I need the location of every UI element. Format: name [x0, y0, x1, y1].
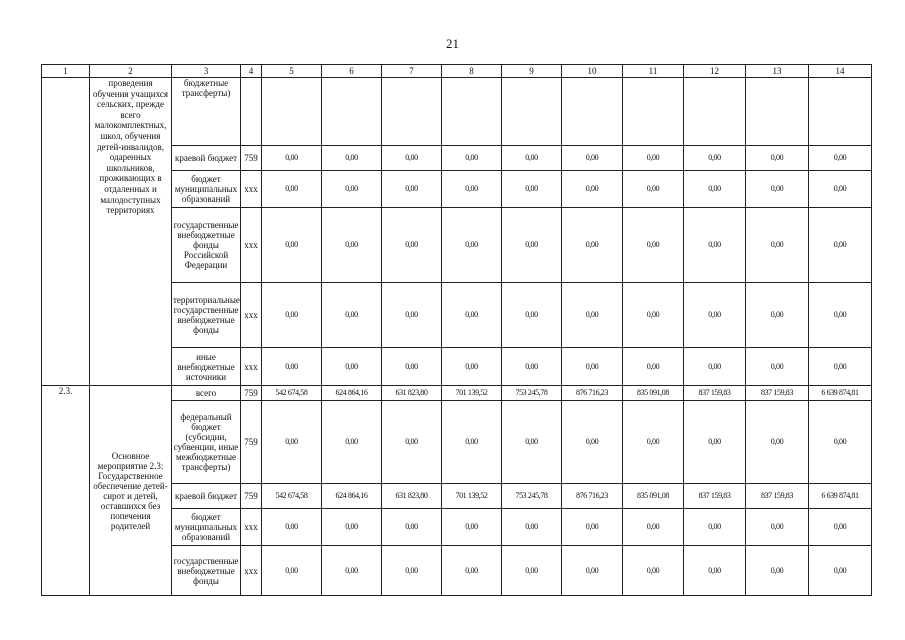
amount-cell: 0,00 [684, 509, 746, 546]
amount-cell: 0,00 [322, 401, 382, 484]
amount-cell: 0,00 [442, 146, 502, 171]
amount-cell: 0,00 [746, 401, 809, 484]
amount-cell: 0,00 [623, 283, 684, 348]
amount-cell: 0,00 [502, 283, 562, 348]
amount-cell: 0,00 [322, 208, 382, 283]
amount-cell: 0,00 [746, 146, 809, 171]
amount-cell [562, 78, 623, 146]
amount-cell: 0,00 [684, 146, 746, 171]
amount-cell: 835 091,08 [623, 484, 684, 509]
column-header: 13 [746, 65, 809, 78]
amount-cell: 0,00 [442, 348, 502, 386]
amount-cell: 0,00 [502, 348, 562, 386]
amount-cell: 0,00 [623, 348, 684, 386]
amount-cell: 0,00 [502, 546, 562, 596]
amount-cell: 0,00 [262, 283, 322, 348]
amount-cell: 0,00 [623, 509, 684, 546]
amount-cell [502, 78, 562, 146]
amount-cell: 0,00 [502, 171, 562, 208]
amount-cell: 0,00 [562, 283, 623, 348]
amount-cell: 6 639 874,81 [809, 484, 872, 509]
amount-cell: 0,00 [746, 208, 809, 283]
funding-source: всего [172, 386, 241, 401]
column-header: 2 [90, 65, 172, 78]
amount-cell: 0,00 [262, 509, 322, 546]
budget-code: ххх [241, 546, 262, 596]
amount-cell: 0,00 [809, 146, 872, 171]
column-header: 4 [241, 65, 262, 78]
amount-cell: 0,00 [562, 146, 623, 171]
column-header: 12 [684, 65, 746, 78]
amount-cell: 0,00 [809, 546, 872, 596]
amount-cell: 0,00 [684, 348, 746, 386]
amount-cell: 0,00 [746, 171, 809, 208]
funding-source: федеральный бюджет (субсидии, субвенции, иные межбюджетные трансферты) [172, 401, 241, 484]
amount-cell: 0,00 [502, 509, 562, 546]
amount-cell: 0,00 [684, 401, 746, 484]
budget-code: ххх [241, 283, 262, 348]
amount-cell: 0,00 [809, 401, 872, 484]
amount-cell: 0,00 [262, 546, 322, 596]
amount-cell: 835 091,08 [623, 386, 684, 401]
budget-code: ххх [241, 509, 262, 546]
table-row [42, 386, 872, 401]
amount-cell: 0,00 [382, 283, 442, 348]
amount-cell: 0,00 [262, 171, 322, 208]
amount-cell [684, 78, 746, 146]
funding-source: краевой бюджет [172, 484, 241, 509]
budget-code [241, 78, 262, 146]
amount-cell: 0,00 [322, 283, 382, 348]
funding-source: государственные внебюджетные фонды [172, 546, 241, 596]
page-number: 21 [446, 36, 459, 51]
amount-cell: 0,00 [442, 208, 502, 283]
amount-cell: 0,00 [262, 348, 322, 386]
amount-cell: 0,00 [746, 546, 809, 596]
column-header: 3 [172, 65, 241, 78]
measure-number [42, 78, 90, 386]
table-row [42, 78, 872, 146]
amount-cell: 6 639 874,81 [809, 386, 872, 401]
funding-source: бюджет муниципальных образований [172, 509, 241, 546]
amount-cell: 0,00 [562, 401, 623, 484]
amount-cell: 876 716,23 [562, 484, 623, 509]
amount-cell: 0,00 [382, 546, 442, 596]
amount-cell [382, 78, 442, 146]
amount-cell [746, 78, 809, 146]
amount-cell: 0,00 [382, 401, 442, 484]
amount-cell: 0,00 [442, 401, 502, 484]
amount-cell [322, 78, 382, 146]
financing-table [41, 64, 872, 596]
amount-cell: 0,00 [322, 546, 382, 596]
amount-cell: 753 245,78 [502, 386, 562, 401]
funding-source: иные внебюджетные источники [172, 348, 241, 386]
amount-cell: 0,00 [322, 348, 382, 386]
amount-cell: 837 159,83 [684, 484, 746, 509]
amount-cell: 542 674,58 [262, 484, 322, 509]
amount-cell: 0,00 [562, 208, 623, 283]
amount-cell: 0,00 [809, 348, 872, 386]
amount-cell: 0,00 [442, 171, 502, 208]
amount-cell: 0,00 [623, 401, 684, 484]
funding-source: бюджет муниципальных образований [172, 171, 241, 208]
amount-cell: 0,00 [322, 171, 382, 208]
amount-cell: 0,00 [382, 208, 442, 283]
amount-cell: 0,00 [442, 283, 502, 348]
column-header: 5 [262, 65, 322, 78]
amount-cell: 0,00 [623, 546, 684, 596]
amount-cell: 624 864,16 [322, 386, 382, 401]
amount-cell [262, 78, 322, 146]
measure-number: 2.3. [42, 386, 90, 596]
amount-cell: 542 674,58 [262, 386, 322, 401]
amount-cell: 0,00 [623, 146, 684, 171]
budget-code: ххх [241, 171, 262, 208]
header-row [42, 65, 872, 78]
amount-cell: 0,00 [262, 208, 322, 283]
amount-cell: 0,00 [502, 208, 562, 283]
amount-cell: 0,00 [746, 509, 809, 546]
table-body [42, 65, 872, 596]
column-header: 8 [442, 65, 502, 78]
amount-cell: 0,00 [262, 146, 322, 171]
amount-cell: 0,00 [684, 546, 746, 596]
amount-cell: 0,00 [322, 146, 382, 171]
budget-code: 759 [241, 146, 262, 171]
amount-cell: 0,00 [809, 208, 872, 283]
budget-code: 759 [241, 484, 262, 509]
budget-code: ххх [241, 348, 262, 386]
amount-cell: 0,00 [502, 146, 562, 171]
funding-source: государственные внебюджетные фонды Российской Федерации [172, 208, 241, 283]
amount-cell [809, 78, 872, 146]
amount-cell: 876 716,23 [562, 386, 623, 401]
amount-cell: 701 139,52 [442, 484, 502, 509]
budget-code: 759 [241, 401, 262, 484]
amount-cell: 624 864,16 [322, 484, 382, 509]
budget-code: 759 [241, 386, 262, 401]
amount-cell [623, 78, 684, 146]
column-header: 10 [562, 65, 623, 78]
funding-source: территориальные государственные внебюджетные фонды [172, 283, 241, 348]
measure-name: проведения обучения учащихся сельских, прежде всего малокомплектных, школ, обучения детей-инвалидов, одаренных школьников, проживающих в отдаленных и малодоступных территориях [90, 78, 172, 386]
budget-code: ххх [241, 208, 262, 283]
amount-cell [442, 78, 502, 146]
amount-cell: 0,00 [562, 546, 623, 596]
amount-cell: 837 159,83 [746, 484, 809, 509]
amount-cell: 0,00 [809, 509, 872, 546]
amount-cell: 0,00 [382, 509, 442, 546]
amount-cell: 0,00 [684, 283, 746, 348]
amount-cell: 631 823,80 [382, 484, 442, 509]
amount-cell: 837 159,83 [746, 386, 809, 401]
amount-cell: 0,00 [562, 348, 623, 386]
column-header: 9 [502, 65, 562, 78]
measure-name: Основное мероприятие 2.3: Государственное обеспечение детей-сирот и детей, оставшихся без попечения родителей [90, 386, 172, 596]
amount-cell: 753 245,78 [502, 484, 562, 509]
column-header: 11 [623, 65, 684, 78]
amount-cell: 0,00 [562, 509, 623, 546]
amount-cell: 0,00 [382, 146, 442, 171]
column-header: 6 [322, 65, 382, 78]
amount-cell: 0,00 [684, 171, 746, 208]
amount-cell: 0,00 [809, 283, 872, 348]
amount-cell: 0,00 [262, 401, 322, 484]
amount-cell: 701 139,52 [442, 386, 502, 401]
amount-cell: 0,00 [382, 348, 442, 386]
amount-cell: 0,00 [809, 171, 872, 208]
column-header: 7 [382, 65, 442, 78]
amount-cell: 631 823,80 [382, 386, 442, 401]
amount-cell: 0,00 [502, 401, 562, 484]
amount-cell: 0,00 [562, 171, 623, 208]
amount-cell: 0,00 [746, 348, 809, 386]
column-header: 14 [809, 65, 872, 78]
amount-cell: 0,00 [746, 283, 809, 348]
amount-cell: 0,00 [684, 208, 746, 283]
column-header: 1 [42, 65, 90, 78]
amount-cell: 0,00 [623, 171, 684, 208]
funding-source: бюджетные трансферты) [172, 78, 241, 146]
amount-cell: 0,00 [382, 171, 442, 208]
amount-cell: 0,00 [322, 509, 382, 546]
amount-cell: 0,00 [442, 546, 502, 596]
amount-cell: 0,00 [623, 208, 684, 283]
funding-source: краевой бюджет [172, 146, 241, 171]
amount-cell: 0,00 [442, 509, 502, 546]
amount-cell: 837 159,83 [684, 386, 746, 401]
